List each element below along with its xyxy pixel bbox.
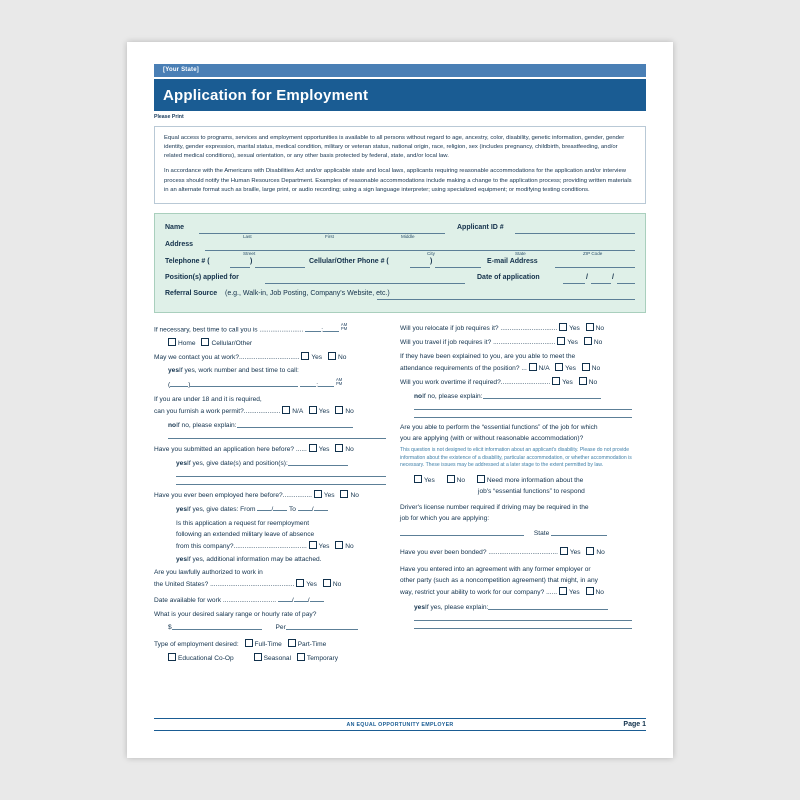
salary-range-text: What is your desired salary range or hourly rate of pay? xyxy=(154,610,317,618)
essential-functions-text-2: you are applying (with or without reasonable accommodation)? xyxy=(400,435,584,443)
work-permit-row xyxy=(154,406,386,417)
full-time-label: Full-Time xyxy=(254,641,282,649)
reemployment-attachment-note xyxy=(176,555,386,565)
checkbox-noncompete-no[interactable] xyxy=(586,587,594,595)
footer-eeo-text: AN EQUAL OPPORTUNITY EMPLOYER xyxy=(346,721,454,728)
essential-functions-answer-row xyxy=(414,475,632,486)
no-label-r5: No xyxy=(456,476,466,484)
previous-employment-label: Have you ever been employed here before?................ xyxy=(154,491,312,499)
yes-label-6: Yes xyxy=(306,580,317,588)
referral-source-label: Referral Source xyxy=(165,289,218,297)
yes-label: Yes xyxy=(311,354,323,362)
overtime-row xyxy=(400,377,632,388)
permit-explain-row xyxy=(168,420,386,431)
drivers-license-label-1 xyxy=(400,503,632,513)
prior-application-extra-line-1[interactable] xyxy=(176,476,386,477)
yes-label-r2: Yes xyxy=(567,338,578,346)
checkbox-seasonal[interactable] xyxy=(254,653,262,661)
checkbox-travel-yes[interactable] xyxy=(557,337,565,345)
permit-explain-extra-line[interactable] xyxy=(168,438,386,439)
checkbox-permit-na[interactable] xyxy=(282,406,290,414)
referral-source-hint: (e.g., Walk-in, Job Posting, Company's Website, etc.) xyxy=(225,289,390,297)
checkbox-overtime-yes[interactable] xyxy=(552,377,560,385)
previous-employment-row xyxy=(154,490,386,501)
checkbox-relocate-no[interactable] xyxy=(586,323,594,331)
no-label-r8: No xyxy=(595,589,604,597)
reemployment-row xyxy=(176,541,386,552)
telephone-paren-close: ) xyxy=(250,257,253,265)
contact-at-work-row xyxy=(154,352,386,363)
work-permit-label-1: If you are under 18 and it is required, xyxy=(154,396,262,404)
if-yes-bold: yes xyxy=(168,366,180,374)
yes-label-3: Yes xyxy=(318,445,330,453)
checkbox-temporary[interactable] xyxy=(297,653,305,661)
work-phone-paren-close: ) xyxy=(188,381,191,389)
overtime-explain-field[interactable] xyxy=(483,391,601,399)
no-label-r3: No xyxy=(591,364,601,372)
drivers-license-text-1: Driver's license number required if driving may be required in the xyxy=(400,503,589,511)
attendance-row xyxy=(400,363,632,374)
no-label-2: No xyxy=(345,408,354,415)
salary-amount-field[interactable] xyxy=(172,622,262,630)
no-label-r4: No xyxy=(588,379,598,387)
work-number-label: If yes, work number and best time to call: xyxy=(179,366,299,374)
checkbox-attendance-yes[interactable] xyxy=(555,363,563,371)
state-tag-label: [Your State] xyxy=(163,67,199,73)
page-title: Application for Employment xyxy=(163,87,369,104)
if-no-bold: no xyxy=(168,421,177,429)
relocate-row xyxy=(400,323,632,334)
document-title-bar xyxy=(154,79,646,111)
overtime-explain-row xyxy=(414,391,632,402)
prev-from-month-field[interactable] xyxy=(257,503,271,511)
work-authorization-row xyxy=(154,579,386,590)
work-auth-text-1: Are you lawfully authorized to work in xyxy=(154,568,263,576)
contact-at-work-label: May we contact you at work?................................. xyxy=(154,354,300,362)
essential-functions-disclaimer: This question is not designed to elicit information about an applicant's disability. Please do not provide information about the existence of a disability, particular accommodation, or whether accommodation is necessary. These issues may be addressed at a later stage to the extent permitted by law. xyxy=(400,446,632,469)
educational-coop-label: Educational Co-Op xyxy=(178,655,234,663)
work-phone-area-field[interactable] xyxy=(170,379,191,389)
yes-label-r4: Yes xyxy=(562,379,573,387)
work-call-minute-field[interactable] xyxy=(318,379,334,387)
eeo-paragraph-2: In accordance with the Americans with Disabilities Act and/or applicable state and local laws, applicants requiring reasonable accommodations for the application and/or interview process should notify the Human Resources Department. Examples of reasonable accommodations include making a change to the application process; providing written materials in an alternate format such as braille, large print, or audio recording; using a sign language interpreter; using specialized equipment; or modifying testing conditions. xyxy=(164,168,632,193)
name-sub-first: First xyxy=(325,233,334,239)
checkbox-essential-no[interactable] xyxy=(447,475,455,483)
noncompete-text-3: way, restrict your ability to work for our company? ...... xyxy=(400,589,558,597)
reemployment-text-1: Is this application a request for reemployment xyxy=(176,520,310,528)
part-time-label: Part-Time xyxy=(297,641,327,649)
yes-label-4: Yes xyxy=(323,491,335,499)
noncompete-explain-field[interactable] xyxy=(488,602,608,610)
address-sub-state: State xyxy=(515,250,526,256)
need-more-info-text-2: job's “essential functions” to respond xyxy=(478,487,585,495)
noncompete-explain-extra-line-2[interactable] xyxy=(414,628,632,629)
checkbox-overtime-no[interactable] xyxy=(579,377,587,385)
noncompete-label-2 xyxy=(400,576,632,586)
prior-application-row xyxy=(154,444,386,455)
checkbox-prior-app-no[interactable] xyxy=(335,444,343,452)
prior-application-dates-field[interactable] xyxy=(288,458,348,466)
checkbox-permit-yes[interactable] xyxy=(309,406,317,414)
time-colon: : xyxy=(321,326,324,334)
checkbox-contact-work-no[interactable] xyxy=(328,352,336,360)
drivers-license-fields xyxy=(400,528,632,539)
checkbox-noncompete-yes[interactable] xyxy=(559,587,567,595)
best-time-hour-field[interactable] xyxy=(305,324,324,334)
applicant-info-section xyxy=(154,213,646,313)
travel-row xyxy=(400,337,632,348)
overtime-explain-extra-line-2[interactable] xyxy=(414,417,632,418)
previous-employment-dates-row: yesIf yes, give dates: From / To / xyxy=(176,503,386,515)
no-label-r7: No xyxy=(596,549,605,557)
applicant-id-label: Applicant ID # xyxy=(457,223,504,231)
cell-label: Cellular/Other Phone # ( xyxy=(309,257,389,265)
right-question-column xyxy=(400,323,632,667)
home-option-label: Home xyxy=(178,340,196,348)
license-state-label: State xyxy=(533,530,550,538)
date-available-day-field[interactable] xyxy=(294,594,308,602)
prev-dates-label: If yes, give dates: From xyxy=(187,506,256,514)
prev-to-day-field[interactable] xyxy=(314,503,328,511)
prior-application-label: Have you submitted an application here before? ...... xyxy=(154,445,307,453)
work-permit-line1 xyxy=(154,395,386,405)
salary-per-field[interactable] xyxy=(286,622,358,630)
please-print-note: Please Print xyxy=(154,114,184,120)
telephone-label: Telephone # ( xyxy=(165,257,210,265)
yes-label-2: Yes xyxy=(318,408,330,415)
checkbox-prior-app-yes[interactable] xyxy=(309,444,317,452)
checkbox-attendance-na[interactable] xyxy=(529,363,537,371)
prev-from-day-field[interactable] xyxy=(273,503,287,511)
prior-application-dates-row xyxy=(176,458,386,469)
noncompete-explain-extra-line-1[interactable] xyxy=(414,620,632,621)
if-yes-bold-2: yes xyxy=(176,459,188,467)
if-yes-bold-3: yes xyxy=(176,506,188,514)
work-authorization-label-1 xyxy=(154,568,386,578)
work-call-hour-field[interactable] xyxy=(300,379,319,389)
employment-type-row-2 xyxy=(168,653,386,664)
no-label-6: No xyxy=(332,580,342,588)
reemployment-text-3: from this company?........................................ xyxy=(176,543,307,551)
document-page xyxy=(127,42,673,758)
date-sep-1: / xyxy=(586,273,588,281)
noncompete-text-1: Have you entered into an agreement with any former employer or xyxy=(400,566,591,574)
reemployment-text-2: following an extended military leave of absence xyxy=(176,531,315,539)
date-sep-2: / xyxy=(612,273,614,281)
date-of-application-label: Date of application xyxy=(477,273,540,281)
work-phone-number-field[interactable] xyxy=(190,379,298,387)
if-yes-bold-r8: yes xyxy=(414,603,426,611)
address-sub-city: City xyxy=(427,250,435,256)
temporary-label: Temporary xyxy=(306,655,339,663)
email-label: E-mail Address xyxy=(487,257,538,265)
name-sub-last: Last xyxy=(243,233,252,239)
attendance-label-1 xyxy=(400,352,632,362)
reemployment-label-1 xyxy=(176,519,386,529)
work-phone-paren-open: ( xyxy=(168,381,171,389)
name-sub-middle: Middle xyxy=(401,233,415,239)
overtime-label: Will you work overtime if required?........................... xyxy=(400,379,551,387)
need-more-info-text-2-row xyxy=(478,487,632,497)
na-label: N/A xyxy=(292,408,303,415)
prior-application-extra-line-2[interactable] xyxy=(176,484,386,485)
salary-range-fields xyxy=(168,622,386,633)
essential-functions-label-2 xyxy=(400,434,632,444)
checkbox-part-time[interactable] xyxy=(288,639,296,647)
bonded-label: Have you ever been bonded? ...................................... xyxy=(400,549,558,557)
yes-label-r1: Yes xyxy=(569,324,580,332)
page-number: Page 1 xyxy=(623,720,646,728)
na-label-r3: N/A xyxy=(538,364,550,372)
employment-type-label: Type of employment desired: xyxy=(154,641,239,649)
checkbox-full-time[interactable] xyxy=(245,639,253,647)
reemployment-label-2 xyxy=(176,530,386,540)
if-no-bold-r4: no xyxy=(414,393,423,401)
no-label-3: No xyxy=(345,445,354,453)
bonded-row xyxy=(400,547,632,558)
noncompete-label-1 xyxy=(400,565,632,575)
employment-type-row xyxy=(154,639,386,650)
salary-range-label xyxy=(154,610,386,620)
equal-access-statement xyxy=(154,126,646,204)
yes-label-5: Yes xyxy=(318,543,330,551)
noncompete-explain-row xyxy=(414,602,632,613)
checkbox-need-more-info[interactable] xyxy=(477,475,485,483)
need-more-info-text-1: Need more information about the xyxy=(486,476,584,484)
if-yes-bold-4: yes xyxy=(176,556,188,564)
date-available-month-field[interactable] xyxy=(278,594,292,602)
checkbox-reemployment-no[interactable] xyxy=(335,541,343,549)
work-permit-label-2: can you furnish a work permit?.................... xyxy=(154,408,281,415)
page-footer xyxy=(154,718,646,731)
no-label-5: No xyxy=(345,543,354,551)
am-label-2: AM xyxy=(335,376,343,382)
drivers-license-text-2: job for which you are applying: xyxy=(400,514,490,522)
checkbox-home[interactable] xyxy=(168,338,176,346)
eeo-paragraph-1: Equal access to programs, services and employment opportunities is available to all persons without regard to age, ancestry, color, disability, genetic information, gender, gender identity, gender expression, marital status, medical condition, military or veteran status, national origin, race, religion, sex (includes pregnancy, childbirth, breastfeeding, and/or related medical conditions), sexual orientation, or any other basis protected by federal, state, and/or local law. xyxy=(164,135,625,160)
overtime-explain-extra-line-1[interactable] xyxy=(414,409,632,410)
work-number-instruction xyxy=(168,366,386,376)
yes-label-r3: Yes xyxy=(565,364,576,372)
no-label-4: No xyxy=(350,491,359,499)
checkbox-prev-employed-yes[interactable] xyxy=(314,490,322,498)
no-label-r1: No xyxy=(595,324,605,332)
checkbox-permit-no[interactable] xyxy=(335,406,343,414)
attendance-text-2: attendance requirements of the position? ... xyxy=(400,364,527,372)
prior-application-dates-label: If yes, give date(s) and position(s): xyxy=(187,459,288,467)
reemployment-attachment-text: If yes, additional information may be attached. xyxy=(187,556,322,564)
drivers-license-number-field[interactable] xyxy=(400,528,524,536)
pm-label-2: PM xyxy=(335,381,343,387)
yes-label-r7: Yes xyxy=(569,549,581,557)
permit-explain-label: If no, please explain: xyxy=(176,421,237,429)
call-location-options xyxy=(168,338,386,349)
left-question-column xyxy=(154,323,386,667)
checkbox-attendance-no[interactable] xyxy=(582,363,590,371)
cell-paren-close: ) xyxy=(430,257,433,265)
position-applied-label: Position(s) applied for xyxy=(165,273,239,281)
seasonal-label: Seasonal xyxy=(263,655,292,663)
checkbox-educational-coop[interactable] xyxy=(168,653,176,661)
work-auth-text-2: the United States? .............................................. xyxy=(154,580,295,588)
address-sub-zip: ZIP Code xyxy=(583,250,603,256)
checkbox-work-auth-yes[interactable] xyxy=(296,579,304,587)
no-label: No xyxy=(337,354,347,362)
yes-label-r8: Yes xyxy=(568,589,580,597)
essential-functions-text-1: Are you able to perform the “essential functions” of the job for which xyxy=(400,424,598,432)
date-available-year-field[interactable] xyxy=(310,594,324,602)
no-label-r2: No xyxy=(593,338,603,346)
attendance-text-1: If they have been explained to you, are you able to meet the xyxy=(400,352,576,360)
dollar-sign: $ xyxy=(168,624,172,632)
drivers-license-state-field[interactable] xyxy=(551,528,607,536)
checkbox-essential-yes[interactable] xyxy=(414,475,422,483)
best-time-to-call-label: If necessary, best time to call you is ........................ xyxy=(154,326,304,334)
am-label: AM xyxy=(340,321,348,327)
work-time-colon: : xyxy=(316,381,319,389)
noncompete-text-2: other party (such as a noncompetition agreement) that might, in any xyxy=(400,577,598,585)
permit-explain-field[interactable] xyxy=(237,420,353,428)
name-label: Name xyxy=(165,223,185,231)
prev-to-month-field[interactable] xyxy=(298,503,312,511)
checkbox-contact-work-yes[interactable] xyxy=(301,352,309,360)
address-sub-street: Street xyxy=(243,250,256,256)
checkbox-bonded-yes[interactable] xyxy=(560,547,568,555)
essential-functions-label-1 xyxy=(400,423,632,433)
yes-label-r5: Yes xyxy=(424,476,435,484)
checkbox-cellular-other[interactable] xyxy=(201,338,209,346)
best-time-to-call-row xyxy=(154,323,386,335)
checkbox-bonded-no[interactable] xyxy=(586,547,594,555)
address-label: Address xyxy=(165,240,194,248)
noncompete-explain-label: If yes, please explain: xyxy=(425,603,489,611)
checkbox-prev-employed-no[interactable] xyxy=(340,490,348,498)
date-available-label: Date available for work ............................. xyxy=(154,596,277,604)
prev-dates-to-label: To xyxy=(288,506,296,514)
date-available-row: Date available for work ............................. / / xyxy=(154,594,386,606)
checkbox-relocate-yes[interactable] xyxy=(559,323,567,331)
travel-label: Will you travel if job requires it? .................................. xyxy=(400,338,556,346)
cellular-other-option-label: Cellular/Other xyxy=(211,340,253,348)
pm-label: PM xyxy=(340,326,348,332)
work-number-fields xyxy=(168,378,386,390)
state-tag-bar xyxy=(154,64,646,77)
best-time-minute-field[interactable] xyxy=(323,324,339,332)
noncompete-row xyxy=(400,587,632,598)
checkbox-travel-no[interactable] xyxy=(584,337,592,345)
checkbox-work-auth-no[interactable] xyxy=(323,579,331,587)
per-label: Per xyxy=(275,624,286,632)
checkbox-reemployment-yes[interactable] xyxy=(309,541,317,549)
drivers-license-label-2 xyxy=(400,514,632,524)
overtime-explain-label: If no, please explain: xyxy=(422,393,483,401)
relocate-label: Will you relocate if job requires it? ............................... xyxy=(400,324,558,332)
